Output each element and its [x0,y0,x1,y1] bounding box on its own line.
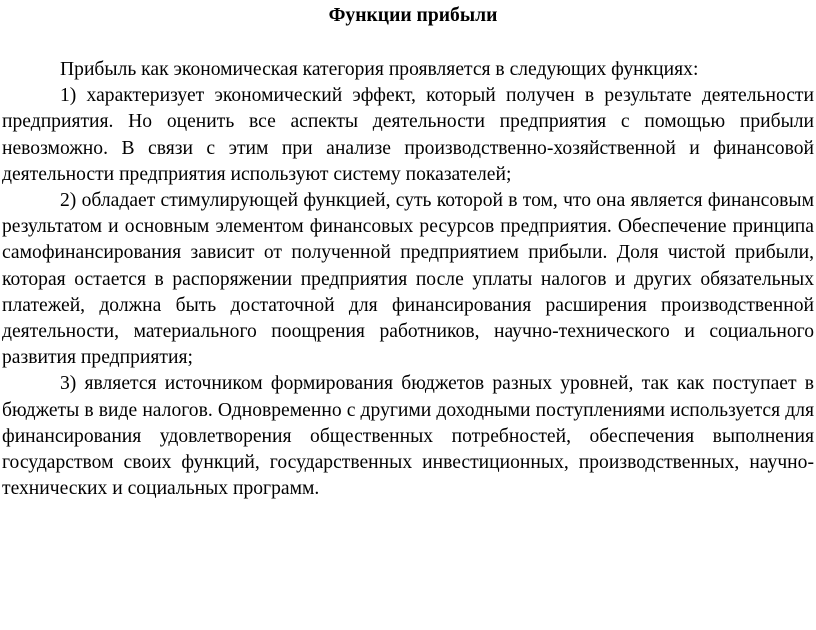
title-spacer [2,29,814,57]
document-title: Функции прибыли [328,5,498,26]
paragraph-function-3: 3) является источником формирования бюджетов разных уровней, так как поступает в бюджеты в виде налогов. Одновременно с другими доходными поступлениями используется для финансирования удовлетворения общественных потребностей, обеспечения выполнения государством своих функций, государственных инвестиционных, производственных, научно-технических и социальных программ. [2,373,814,500]
document-page [2,0,814,502]
paragraph-intro: Прибыль как экономическая категория проявляется в следующих функциях: [60,59,699,80]
paragraph-function-1: 1) характеризует экономический эффект, который получен в результате деятельности предприятия. Но оценить все аспекты деятельности предприятия с помощью прибыли невозможно. В связи с этим при анализе производственно-хозяйственной и финансовой деятельности предприятия используют систему показателей; [2,85,814,185]
paragraph-function-2: 2) обладает стимулирующей функцией, суть которой в том, что она является финансовым результатом и основным элементом финансовых ресурсов предприятия. Обеспечение принципа самофинансирования зависит от полученной предприятием прибыли. Доля чистой прибыли, которая остается в распоряжении предприятия после уплаты налогов и других обязательных платежей, должна быть достаточной для финансирования расширения производственной деятельности, материального поощрения работников, научно-технического и социального развития предприятия; [2,190,814,369]
